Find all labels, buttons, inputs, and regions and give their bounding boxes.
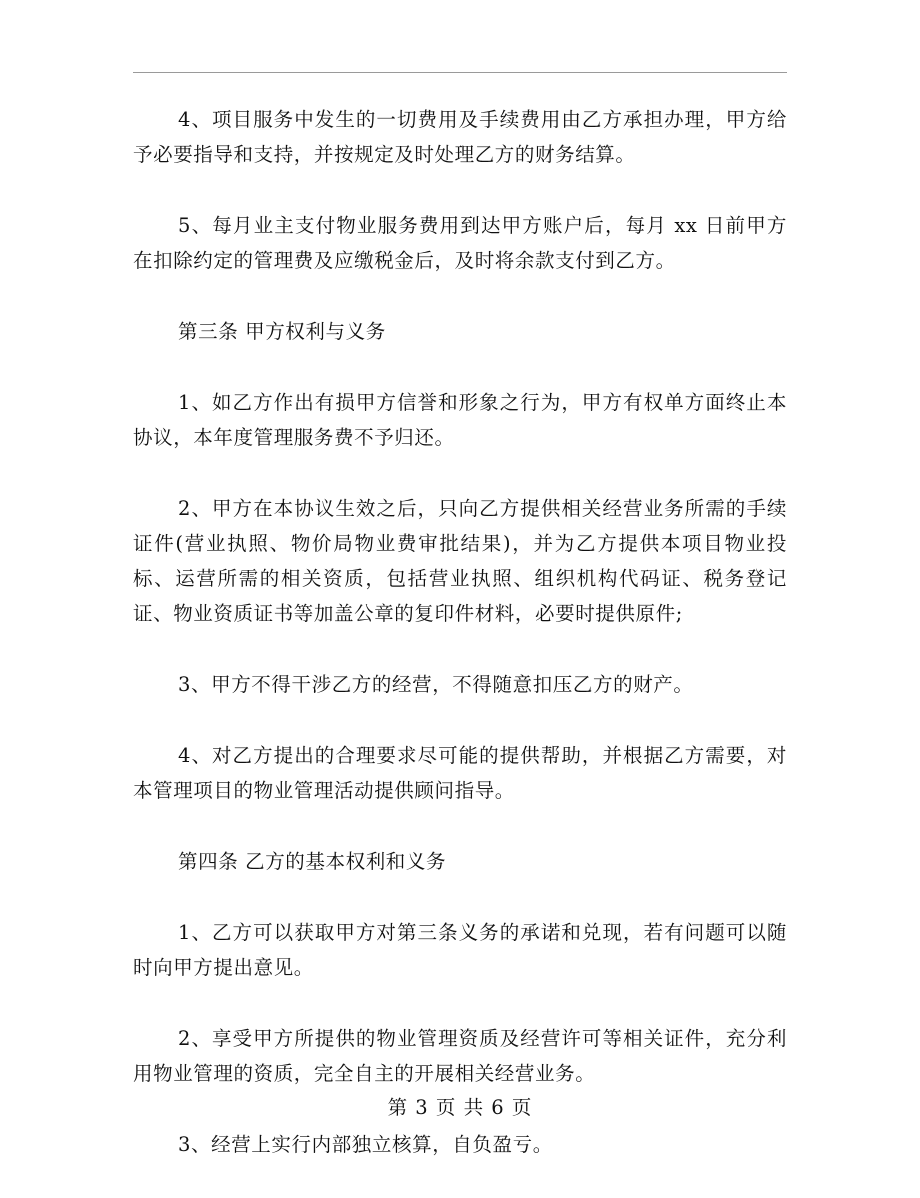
header-rule (133, 72, 787, 73)
article-4-item-3: 3、经营上实行内部独立核算，自负盈亏。 (178, 1133, 553, 1156)
article-4-heading: 第四条 乙方的基本权利和义务 (178, 850, 447, 873)
document-body (133, 102, 787, 1198)
page-number-label: 第 3 页 共 6 页 (387, 1096, 533, 1119)
article-3-item-2: 2、甲方在本协议生效之后，只向乙方提供相关经营业务所需的手续证件(营业执照、物价局物业费审批结果)，并为乙方提供本项目物业投标、运营所需的相关资质，包括营业执照、组织机构代码证、税务登记证、物业资质证书等加盖公章的复印件材料，必要时提供原件; (133, 497, 787, 625)
article-3-item-1: 1、如乙方作出有损甲方信誉和形象之行为，甲方有权单方面终止本协议，本年度管理服务费不予归还。 (133, 391, 787, 449)
article-4-item-1: 1、乙方可以获取甲方对第三条义务的承诺和兑现，若有问题可以随时向甲方提出意见。 (133, 921, 787, 979)
paragraph-item-5: 5、每月业主支付物业服务费用到达甲方账户后，每月 xx 日前甲方在扣除约定的管理费及应缴税金后，及时将余款支付到乙方。 (133, 214, 787, 272)
article-3-heading: 第三条 甲方权利与义务 (178, 320, 386, 343)
article-3-item-3: 3、甲方不得干涉乙方的经营，不得随意扣压乙方的财产。 (178, 673, 694, 696)
article-4-item-2: 2、享受甲方所提供的物业管理资质及经营许可等相关证件，充分利用物业管理的资质，完全自主的开展相关经营业务。 (133, 1027, 787, 1085)
article-3-item-4: 4、对乙方提出的合理要求尽可能的提供帮助，并根据乙方需要，对本管理项目的物业管理活动提供顾问指导。 (133, 744, 787, 802)
paragraph-item-4: 4、项目服务中发生的一切费用及手续费用由乙方承担办理，甲方给予必要指导和支持，并按规定及时处理乙方的财务结算。 (133, 108, 787, 166)
page-footer (0, 1093, 920, 1123)
